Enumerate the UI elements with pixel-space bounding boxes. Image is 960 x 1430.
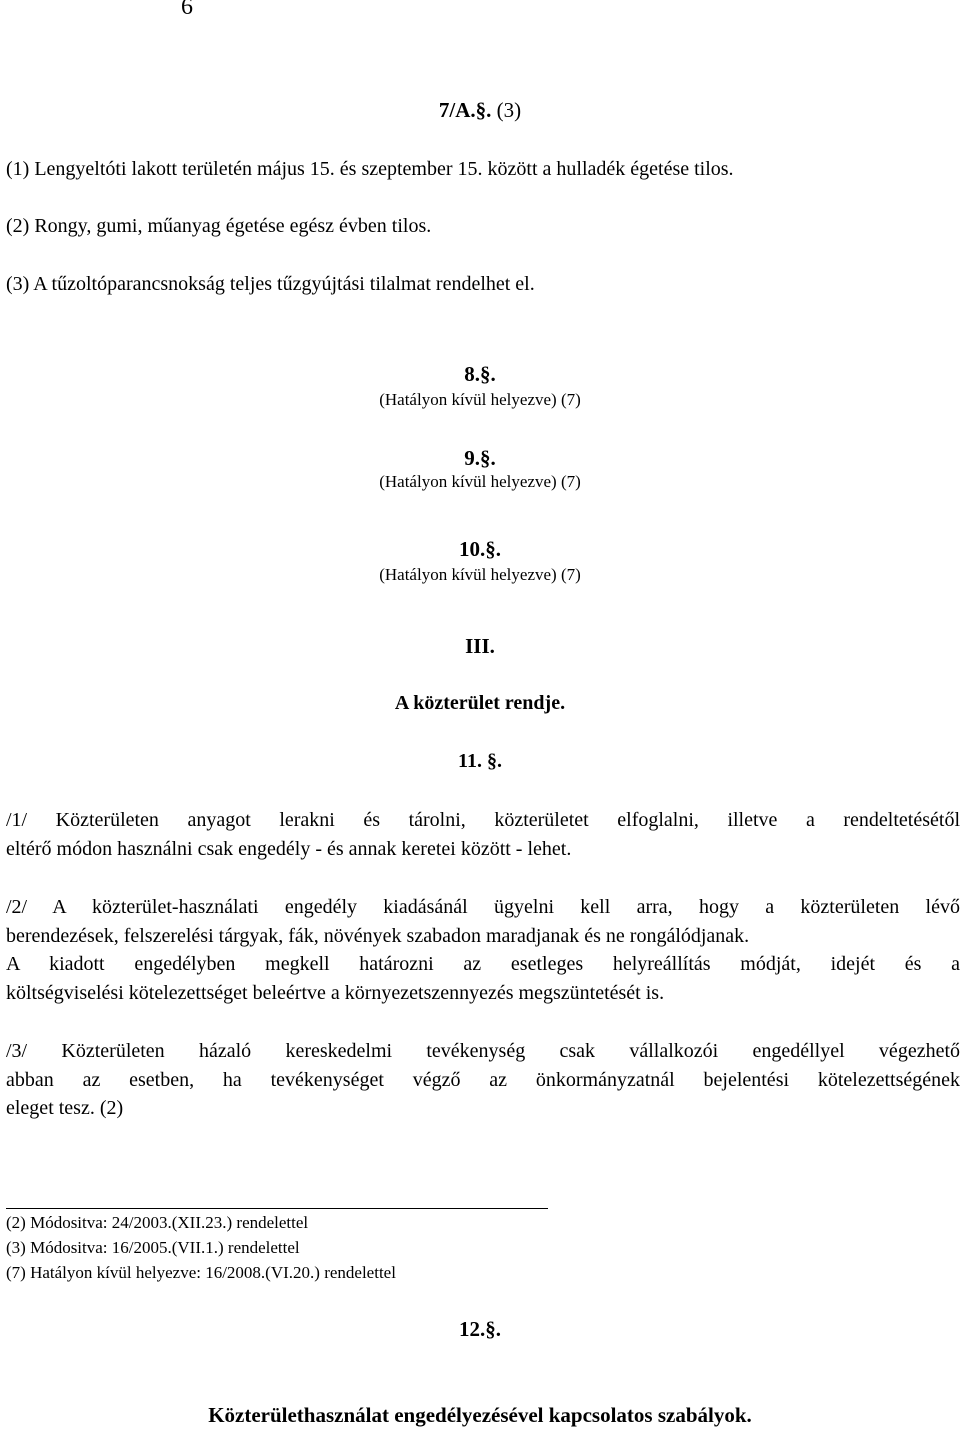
section-10-heading: 10.§. xyxy=(459,537,501,561)
section-7a-paragraph-3: (3) A tűzoltóparancsnokság teljes tűzgyújtási tilalmat rendelhet el. xyxy=(6,273,535,295)
section-11-para-2-line-4: költségviselési kötelezettséget beleértve a környezetszennyezés megszüntetését is. xyxy=(6,982,665,1004)
section-11-para-3-line-3: eleget tesz. (2) xyxy=(6,1097,124,1119)
section-12-heading: 12.§. xyxy=(459,1317,501,1341)
section-11-para-1-line-1: /1/ Közterületen anyagot lerakni és tárolni, közterületet elfoglalni, illetve a rendeltetésétől xyxy=(6,809,960,831)
footnote-7: (7) Hatályon kívül helyezve: 16/2008.(VI.20.) rendelettel xyxy=(6,1263,396,1282)
section-7a-heading xyxy=(0,98,960,123)
section-11-para-1-line-2: eltérő módon használni csak engedély - és annak keretei között - lehet. xyxy=(6,838,572,860)
section-9-heading: 9.§. xyxy=(464,446,496,470)
section-7a-paragraph-2: (2) Rongy, gumi, műanyag égetése egész évben tilos. xyxy=(6,215,432,237)
chapter-number: III. xyxy=(465,634,495,658)
section-11-para-2-line-2: berendezések, felszerelési tárgyak, fák, növények szabadon maradjanak és ne rongálódjanak. xyxy=(6,925,750,947)
section-7a-reference: (3) xyxy=(491,98,522,122)
footnote-3: (3) Módositva: 16/2005.(VII.1.) rendelettel xyxy=(6,1238,300,1257)
section-11-heading: 11. §. xyxy=(458,750,502,772)
section-11-para-2-line-3: A kiadott engedélyben megkell határozni az esetleges helyreállítás módját, idejét és a xyxy=(6,953,960,975)
chapter-title: A közterület rendje. xyxy=(394,692,566,714)
section-11-para-3-line-1: /3/ Közterületen házaló kereskedelmi tevékenység csak vállalkozói engedéllyel végezhető xyxy=(6,1040,960,1062)
section-10-note: (Hatályon kívül helyezve) (7) xyxy=(379,565,581,584)
section-11-para-3-line-2: abban az esetben, ha tevékenységet végző az önkormányzatnál bejelentési kötelezettségének xyxy=(6,1069,960,1091)
section-9-note: (Hatályon kívül helyezve) (7) xyxy=(379,472,581,491)
section-7a-paragraph-1: (1) Lengyeltóti lakott területén május 15. és szeptember 15. között a hulladék égetése tilos. xyxy=(6,158,734,180)
section-11-para-2-line-1: /2/ A közterület-használati engedély kiadásánál ügyelni kell arra, hogy a közterületen lévő xyxy=(6,896,960,918)
section-12-title: Közterülethasználat engedélyezésével kapcsolatos szabályok. xyxy=(208,1403,752,1427)
section-8-heading: 8.§. xyxy=(464,362,496,386)
section-7a-number: 7/A.§. xyxy=(438,98,492,122)
section-8-note: (Hatályon kívül helyezve) (7) xyxy=(379,390,581,409)
footnote-separator xyxy=(6,1208,548,1209)
page-number: 6 xyxy=(181,0,193,20)
footnote-2: (2) Módositva: 24/2003.(XII.23.) rendelettel xyxy=(6,1213,309,1232)
